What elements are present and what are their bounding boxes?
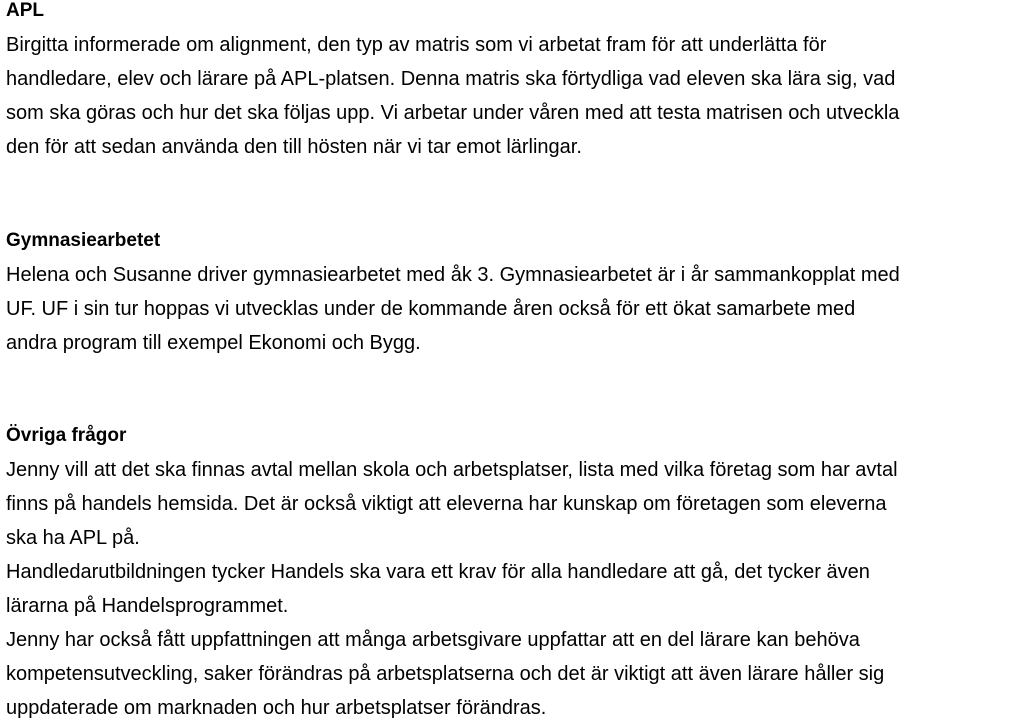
section-heading: Gymnasiearbetet xyxy=(6,230,161,251)
paragraph-line: som ska göras och hur det ska följas upp. Vi arbetar under våren med att testa matrisen och utveckla xyxy=(6,102,900,124)
section-apl xyxy=(6,0,1024,164)
paragraph-line: lärarna på Handelsprogrammet. xyxy=(6,595,289,617)
paragraph-line: UF. UF i sin tur hoppas vi utvecklas under de kommande åren också för ett ökat samarbete med xyxy=(6,298,856,320)
paragraph-line: Helena och Susanne driver gymnasiearbetet med åk 3. Gymnasiearbetet är i år sammankopplat med xyxy=(6,264,900,286)
paragraph-line: uppdaterade om marknaden och hur arbetsplatser förändras. xyxy=(6,697,547,719)
section-heading: Övriga frågor xyxy=(6,425,127,446)
paragraph-line: den för att sedan använda den till hösten när vi tar emot lärlingar. xyxy=(6,136,582,158)
paragraph-line: handledare, elev och lärare på APL-platsen. Denna matris ska förtydliga vad eleven ska lära sig, vad xyxy=(6,68,896,90)
paragraph-line: Jenny vill att det ska finnas avtal mellan skola och arbetsplatser, lista med vilka företag som har avtal xyxy=(6,459,898,481)
paragraph-line: kompetensutveckling, saker förändras på arbetsplatserna och det är viktigt att även lärare håller sig xyxy=(6,663,885,685)
paragraph-line: finns på handels hemsida. Det är också viktigt att eleverna har kunskap om företagen som eleverna xyxy=(6,493,887,515)
paragraph-line: Handledarutbildningen tycker Handels ska vara ett krav för alla handledare att gå, det tycker även xyxy=(6,561,870,583)
paragraph-line: andra program till exempel Ekonomi och Bygg. xyxy=(6,332,421,354)
paragraph-line: ska ha APL på. xyxy=(6,527,140,549)
section-heading: APL xyxy=(6,0,44,21)
section-gymnasiearbetet xyxy=(6,230,1024,360)
section-ovriga-fragor xyxy=(6,425,1024,720)
paragraph-line: Jenny har också fått uppfattningen att många arbetsgivare uppfattar att en del lärare kan behöva xyxy=(6,629,860,651)
paragraph-line: Birgitta informerade om alignment, den typ av matris som vi arbetat fram för att underlätta för xyxy=(6,34,827,56)
